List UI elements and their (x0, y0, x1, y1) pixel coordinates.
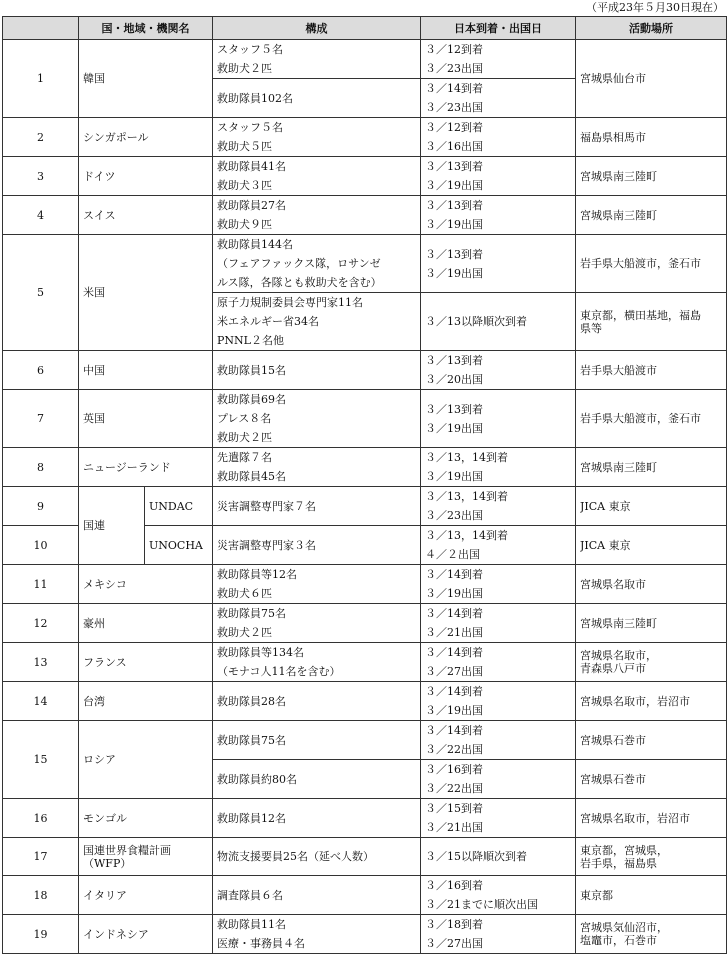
cell-line: ３／22出国 (425, 782, 483, 795)
cell-line: スタッフ５名 (217, 121, 283, 134)
dates-cell (421, 604, 576, 643)
row-number: 1 (3, 40, 79, 118)
dates-cell (421, 643, 576, 682)
country-name (79, 40, 213, 118)
cell-line: 東京都 (580, 888, 613, 902)
country-label: 英国 (83, 412, 105, 425)
dates-cell (421, 157, 576, 196)
cell-line: プレス８名 (217, 412, 272, 425)
country-label: ドイツ (83, 169, 116, 183)
table-row (3, 40, 727, 79)
location-cell (576, 526, 727, 565)
cell-line: 救助隊員28名 (217, 694, 286, 708)
cell-line: ３／19出国 (425, 421, 483, 435)
table-row (3, 235, 727, 293)
row-number: 10 (3, 526, 79, 565)
cell-line: ３／13，14到着 (425, 451, 508, 464)
cell-line: ３／16出国 (425, 140, 483, 153)
header-dates: 日本到着・出国日 (421, 17, 576, 40)
dates-cell (421, 40, 576, 79)
cell-line: ３／21までに順次出国 (425, 898, 538, 911)
table-row (3, 915, 727, 954)
cell-line: 救助隊員15名 (217, 363, 286, 377)
location-cell (576, 682, 727, 721)
cell-line: 宮城県石巻市 (580, 772, 646, 786)
cell-line: 救助隊員約80名 (217, 772, 297, 786)
header-location: 活動場所 (576, 17, 727, 40)
location-cell (576, 799, 727, 838)
cell-line: 宮城県仙台市 (580, 72, 646, 85)
cell-line: 救助犬２匹 (217, 626, 272, 639)
country-label: シンガポール (83, 130, 149, 144)
cell-line: ３／14到着 (425, 568, 483, 581)
cell-line: 東京都，横田基地，福島 (580, 308, 701, 322)
cell-line: ３／21出国 (425, 626, 483, 639)
row-number: 9 (3, 487, 79, 526)
dates-cell (421, 915, 576, 954)
cell-line: ３／27出国 (425, 665, 483, 678)
cell-line: ３／27出国 (425, 937, 483, 950)
cell-line: 救助隊員等134名 (217, 646, 304, 659)
cell-line: 岩手県大船渡市 (580, 363, 657, 377)
cell-line: 救助隊員144名 (217, 238, 293, 251)
as-of-date: （平成23年５月30日現在） (586, 1, 724, 14)
cell-line: PNNL２名他 (217, 334, 284, 347)
country-name (79, 721, 213, 799)
row-number: 19 (3, 915, 79, 954)
cell-line: ３／13到着 (425, 402, 483, 416)
cell-line: 救助隊員27名 (217, 199, 286, 212)
country-name (79, 682, 213, 721)
country-name (79, 915, 213, 954)
cell-line: ３／19出国 (425, 179, 483, 192)
cell-line: ３／12到着 (425, 121, 483, 134)
composition-cell (213, 196, 421, 235)
organization-unit: UNDAC (145, 487, 213, 526)
cell-line: ３／23出国 (425, 62, 483, 75)
composition-cell (213, 565, 421, 604)
cell-line: ３／19出国 (425, 266, 483, 280)
dates-cell (421, 682, 576, 721)
row-number: 4 (3, 196, 79, 235)
cell-line: スタッフ５名 (217, 43, 283, 56)
cell-line: ３／23出国 (425, 101, 483, 114)
cell-line: 宮城県石巻市 (580, 733, 646, 747)
cell-line: 先遣隊７名 (217, 451, 272, 464)
cell-line: ３／13以降順次到着 (425, 315, 527, 328)
country-label: メキシコ (83, 577, 127, 591)
row-number: 6 (3, 351, 79, 390)
dates-cell (421, 838, 576, 876)
country-label: ニュージーランド (83, 460, 171, 474)
rescue-team-table (2, 16, 727, 954)
location-cell (576, 915, 727, 954)
location-cell (576, 643, 727, 682)
cell-line: 救助犬５匹 (217, 140, 272, 153)
cell-line: 原子力規制委員会専門家11名 (217, 296, 363, 309)
country-name (79, 235, 213, 351)
row-number: 13 (3, 643, 79, 682)
cell-line: 青森県八戸市 (580, 662, 646, 675)
dates-cell (421, 799, 576, 838)
cell-line: ３／13，14到着 (425, 490, 508, 503)
cell-line: 調査隊員６名 (217, 888, 283, 902)
country-label: スイス (83, 208, 116, 222)
cell-line: 救助犬９匹 (217, 218, 272, 231)
location-cell (576, 604, 727, 643)
cell-line: 岩手県大船渡市，釜石市 (580, 412, 701, 425)
cell-line: 救助隊員11名 (217, 918, 286, 931)
cell-line: 宮城県名取市， (580, 649, 657, 662)
cell-line: ４／２出国 (425, 548, 480, 561)
cell-line: JICA 東京 (580, 538, 631, 552)
cell-line: ３／20出国 (425, 373, 483, 386)
composition-cell (213, 721, 421, 760)
composition-cell (213, 643, 421, 682)
country-label: 米国 (83, 286, 105, 299)
table-row (3, 682, 727, 721)
table-body (3, 40, 727, 954)
cell-line: ３／12到着 (425, 43, 483, 56)
cell-line: ３／13到着 (425, 354, 483, 367)
cell-line: 宮城県名取市，岩沼市 (580, 811, 690, 825)
cell-line: ３／19出国 (425, 470, 483, 483)
table-row (3, 721, 727, 760)
cell-line: ３／14到着 (425, 685, 483, 698)
country-name (79, 487, 145, 565)
composition-cell (213, 293, 421, 351)
dates-cell (421, 876, 576, 915)
dates-cell (421, 565, 576, 604)
location-cell (576, 721, 727, 760)
cell-line: 宮城県名取市，岩沼市 (580, 694, 690, 708)
dates-cell (421, 196, 576, 235)
country-label: 国連世界食糧計画 (83, 843, 171, 857)
cell-line: 救助隊員75名 (217, 607, 286, 620)
country-label: 台湾 (83, 694, 105, 708)
country-name (79, 351, 213, 390)
composition-cell (213, 876, 421, 915)
table-row (3, 604, 727, 643)
composition-cell (213, 118, 421, 157)
composition-cell (213, 40, 421, 79)
location-cell (576, 351, 727, 390)
composition-cell (213, 487, 421, 526)
country-label: イタリア (83, 888, 127, 902)
row-number: 18 (3, 876, 79, 915)
country-name (79, 799, 213, 838)
cell-line: ３／14到着 (425, 82, 483, 95)
cell-line: ３／16到着 (425, 879, 483, 892)
cell-line: 福島県相馬市 (580, 130, 646, 144)
table-row (3, 876, 727, 915)
cell-line: ３／13到着 (425, 160, 483, 173)
cell-line: 救助隊員41名 (217, 160, 286, 173)
composition-cell (213, 799, 421, 838)
cell-line: 塩竈市，石巻市 (580, 934, 657, 947)
location-cell (576, 118, 727, 157)
cell-line: 宮城県気仙沼市， (580, 921, 668, 934)
cell-line: ルス隊，各隊とも救助犬を含む） (217, 276, 382, 289)
table-row (3, 565, 727, 604)
cell-line: 救助犬３匹 (217, 179, 272, 192)
cell-line: 東京都，宮城県， (580, 843, 668, 857)
table-row (3, 448, 727, 487)
cell-line: 救助犬２匹 (217, 431, 272, 444)
cell-line: 宮城県南三陸町 (580, 208, 657, 222)
cell-line: 救助犬６匹 (217, 587, 272, 600)
cell-line: 宮城県南三陸町 (580, 460, 657, 474)
row-number: 14 (3, 682, 79, 721)
cell-line: 岩手県，福島県 (580, 856, 657, 870)
composition-cell (213, 915, 421, 954)
header-composition: 構成 (213, 17, 421, 40)
cell-line: 救助隊員102名 (217, 91, 293, 105)
country-label: 国連 (83, 519, 105, 532)
cell-line: 医療・事務員４名 (217, 937, 305, 950)
composition-cell (213, 235, 421, 293)
row-number: 8 (3, 448, 79, 487)
composition-cell (213, 351, 421, 390)
row-number: 5 (3, 235, 79, 351)
table-header-row (3, 17, 727, 40)
cell-line: JICA 東京 (580, 499, 631, 513)
country-label-sub: （WFP） (83, 856, 132, 870)
cell-line: 救助犬２匹 (217, 62, 272, 75)
cell-line: ３／13，14到着 (425, 529, 508, 542)
location-cell (576, 448, 727, 487)
cell-line: 宮城県名取市 (580, 577, 646, 591)
cell-line: ３／14到着 (425, 607, 483, 620)
country-name (79, 196, 213, 235)
cell-line: ３／15到着 (425, 802, 483, 815)
cell-line: ３／19出国 (425, 587, 483, 600)
table-row (3, 643, 727, 682)
location-cell (576, 390, 727, 448)
composition-cell (213, 157, 421, 196)
dates-cell (421, 293, 576, 351)
composition-cell (213, 838, 421, 876)
country-label: ロシア (83, 753, 116, 766)
cell-line: 物流支援要員25名（延べ人数） (217, 850, 374, 863)
row-number: 16 (3, 799, 79, 838)
header-country: 国・地域・機関名 (79, 17, 213, 40)
country-label: インドネシア (83, 927, 149, 941)
location-cell (576, 876, 727, 915)
location-cell (576, 40, 727, 118)
location-cell (576, 293, 727, 351)
row-number: 12 (3, 604, 79, 643)
cell-line: ３／15以降順次到着 (425, 850, 527, 863)
row-number: 15 (3, 721, 79, 799)
dates-cell (421, 390, 576, 448)
cell-line: 災害調整専門家７名 (217, 499, 316, 513)
composition-cell (213, 390, 421, 448)
cell-line: 救助隊員等12名 (217, 568, 297, 581)
row-number: 7 (3, 390, 79, 448)
country-name (79, 838, 213, 876)
dates-cell (421, 448, 576, 487)
table-row (3, 487, 727, 526)
table-row (3, 118, 727, 157)
cell-line: 岩手県大船渡市，釜石市 (580, 257, 701, 270)
location-cell (576, 157, 727, 196)
cell-line: ３／21出国 (425, 821, 483, 834)
header-no (3, 17, 79, 40)
location-cell (576, 235, 727, 293)
cell-line: ３／14到着 (425, 646, 483, 659)
cell-line: 救助隊員75名 (217, 733, 286, 747)
location-cell (576, 838, 727, 876)
row-number: 11 (3, 565, 79, 604)
cell-line: ３／19出国 (425, 704, 483, 717)
table-row (3, 390, 727, 448)
cell-line: ３／13到着 (425, 199, 483, 212)
cell-line: ３／13到着 (425, 247, 483, 261)
row-number: 2 (3, 118, 79, 157)
table-row (3, 838, 727, 876)
composition-cell (213, 682, 421, 721)
dates-cell (421, 721, 576, 760)
dates-cell (421, 118, 576, 157)
cell-line: 宮城県南三陸町 (580, 169, 657, 183)
cell-line: ３／23出国 (425, 509, 483, 522)
cell-line: 米エネルギー省34名 (217, 315, 319, 328)
cell-line: 救助隊員45名 (217, 470, 286, 483)
row-number: 17 (3, 838, 79, 876)
country-name (79, 448, 213, 487)
table-row (3, 157, 727, 196)
country-name (79, 157, 213, 196)
country-name (79, 876, 213, 915)
table-row (3, 799, 727, 838)
cell-line: ３／19出国 (425, 218, 483, 231)
dates-cell (421, 235, 576, 293)
organization-unit: UNOCHA (145, 526, 213, 565)
location-cell (576, 760, 727, 799)
cell-line: （フェアファックス隊，ロサンゼ (217, 257, 381, 270)
country-name (79, 565, 213, 604)
dates-cell (421, 526, 576, 565)
location-cell (576, 565, 727, 604)
country-label: 豪州 (83, 616, 105, 630)
country-name (79, 604, 213, 643)
row-number: 3 (3, 157, 79, 196)
composition-cell (213, 760, 421, 799)
dates-cell (421, 760, 576, 799)
composition-cell (213, 448, 421, 487)
cell-line: 救助隊員12名 (217, 811, 286, 825)
location-cell (576, 487, 727, 526)
cell-line: 救助隊員69名 (217, 393, 286, 406)
country-label: 韓国 (83, 72, 105, 85)
country-name (79, 390, 213, 448)
table-row (3, 196, 727, 235)
country-label: 中国 (83, 363, 105, 377)
cell-line: ３／14到着 (425, 724, 483, 737)
country-label: フランス (83, 655, 127, 669)
dates-cell (421, 351, 576, 390)
cell-line: 災害調整専門家３名 (217, 538, 316, 552)
cell-line: 県等 (580, 321, 602, 335)
cell-line: 宮城県南三陸町 (580, 616, 657, 630)
table-row (3, 351, 727, 390)
cell-line: ３／18到着 (425, 918, 483, 931)
cell-line: ３／16到着 (425, 763, 483, 776)
country-name (79, 643, 213, 682)
dates-cell (421, 487, 576, 526)
location-cell (576, 196, 727, 235)
country-name (79, 118, 213, 157)
composition-cell (213, 79, 421, 118)
cell-line: （モナコ人11名を含む） (217, 665, 341, 678)
composition-cell (213, 604, 421, 643)
dates-cell (421, 79, 576, 118)
cell-line: ３／22出国 (425, 743, 483, 756)
composition-cell (213, 526, 421, 565)
country-label: モンゴル (83, 811, 127, 825)
